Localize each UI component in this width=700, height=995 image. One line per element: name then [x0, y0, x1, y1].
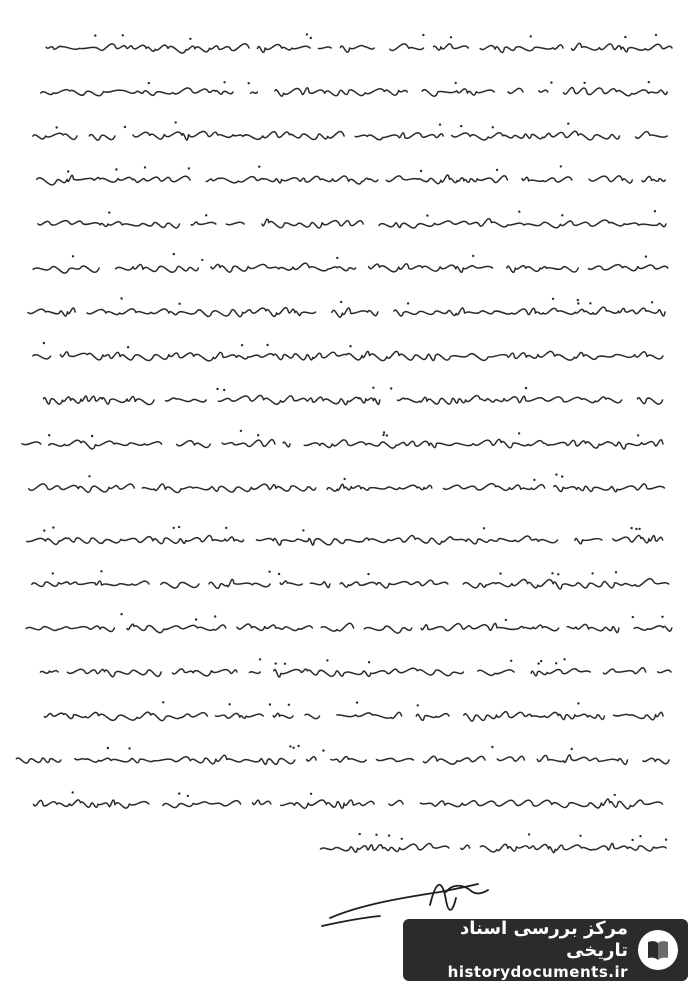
handwritten-line [44, 712, 663, 721]
diacritic-dot [52, 526, 54, 528]
diacritic-dot [306, 33, 308, 35]
diacritic-dot [583, 82, 585, 84]
diacritic-dot [555, 662, 557, 664]
diacritic-dot [269, 703, 271, 705]
diacritic-dot [390, 387, 392, 389]
diacritic-dot [52, 572, 54, 574]
diacritic-dot [259, 658, 261, 660]
diacritic-dot [571, 748, 573, 750]
diacritic-dot [579, 835, 581, 837]
diacritic-dot [124, 126, 126, 128]
diacritic-dot [525, 387, 527, 389]
diacritic-dot [491, 746, 493, 748]
diacritic-dot [258, 166, 260, 168]
handwritten-line [33, 351, 663, 361]
diacritic-dot [496, 169, 498, 171]
diacritic-dot [551, 572, 553, 574]
diacritic-dot [426, 214, 428, 216]
diacritic-dot [533, 479, 535, 481]
diacritic-dot [173, 527, 175, 529]
diacritic-dot [420, 170, 422, 172]
diacritic-dot [472, 255, 474, 257]
diacritic-dot [439, 123, 441, 125]
diacritic-dot [401, 838, 403, 840]
diacritic-dot [518, 211, 520, 213]
diacritic-dot [257, 434, 259, 436]
diacritic-dot [195, 618, 197, 620]
handwritten-line [27, 535, 663, 545]
handwritten-line [26, 88, 667, 97]
diacritic-dot [386, 434, 388, 436]
handwritten-line [44, 395, 663, 404]
diacritic-dot [326, 659, 328, 661]
diacritic-dot [624, 36, 626, 38]
diacritic-dot [552, 298, 554, 300]
diacritic-dot [635, 528, 637, 530]
diacritic-dot [530, 35, 532, 37]
diacritic-dot [278, 573, 280, 575]
diacritic-dot [577, 702, 579, 704]
diacritic-dot [343, 478, 345, 480]
diacritic-dot [645, 255, 647, 257]
diacritic-dot [455, 82, 457, 84]
diacritic-dot [505, 619, 507, 621]
diacritic-dot [577, 299, 579, 301]
diacritic-dot [383, 431, 385, 433]
diacritic-dot [407, 302, 409, 304]
diacritic-dot [72, 791, 74, 793]
diacritic-dot [178, 526, 180, 528]
diacritic-dot [127, 346, 129, 348]
diacritic-dot [43, 342, 45, 344]
watermark-name: مرکز بررسی اسناد تاریخی [460, 918, 628, 961]
diacritic-dot [173, 253, 175, 255]
diacritic-dot [56, 126, 58, 128]
diacritic-dot [248, 82, 250, 84]
diacritic-dot [289, 745, 291, 747]
diacritic-dot [72, 255, 74, 257]
diacritic-dot [229, 703, 231, 705]
handwritten-line [46, 43, 672, 53]
book-emblem-icon [636, 928, 680, 972]
handwritten-line [38, 219, 666, 228]
diacritic-dot [417, 704, 419, 706]
diacritic-dot [655, 34, 657, 36]
handwritten-line [40, 668, 671, 677]
diacritic-dot [297, 745, 299, 747]
diacritic-dot [91, 435, 93, 437]
diacritic-dot [336, 257, 338, 259]
diacritic-dot [216, 388, 218, 390]
diacritic-dot [122, 34, 124, 36]
diacritic-dot [359, 833, 361, 835]
diacritic-dot [107, 747, 109, 749]
diacritic-dot [340, 301, 342, 303]
diacritic-dot [632, 616, 634, 618]
diacritic-dot [560, 165, 562, 167]
diacritic-dot [567, 123, 569, 125]
diacritic-dot [162, 701, 164, 703]
diacritic-dot [375, 834, 377, 836]
diacritic-dot [557, 573, 559, 575]
diacritic-dot [284, 663, 286, 665]
diacritic-dot [591, 572, 593, 574]
diacritic-dot [120, 613, 122, 615]
handwritten-line [16, 755, 669, 765]
diacritic-dot [205, 214, 207, 216]
diacritic-dot [108, 211, 110, 213]
diacritic-dot [187, 795, 189, 797]
diacritic-dot [223, 389, 225, 391]
handwritten-line [17, 263, 668, 273]
diacritic-dot [638, 528, 640, 530]
handwritten-line [28, 307, 665, 317]
diacritic-dot [661, 616, 663, 618]
handwritten-line [32, 579, 669, 589]
diacritic-dot [422, 34, 424, 36]
watermark-url: historydocuments.ir [447, 963, 628, 981]
diacritic-dot [382, 434, 384, 436]
diacritic-dot [654, 210, 656, 212]
diacritic-dot [189, 38, 191, 40]
diacritic-dot [639, 835, 641, 837]
diacritic-dot [630, 527, 632, 529]
handwritten-line [34, 799, 663, 809]
handwritten-line [26, 623, 672, 633]
diacritic-dot [240, 430, 242, 432]
diacritic-dot [310, 37, 312, 39]
diacritic-dot [499, 572, 501, 574]
diacritic-dot [372, 387, 374, 389]
handwritten-line [29, 484, 665, 493]
diacritic-dot [266, 344, 268, 346]
diacritic-dot [648, 81, 650, 83]
diacritic-dot [589, 302, 591, 304]
watermark-text [413, 918, 628, 982]
watermark-banner [403, 919, 688, 981]
diacritic-dot [100, 570, 102, 572]
diacritic-dot [561, 475, 563, 477]
diacritic-dot [528, 833, 530, 835]
diacritic-dot [614, 794, 616, 796]
diacritic-dot [561, 214, 563, 216]
diacritic-dot [450, 36, 452, 38]
diacritic-dot [349, 345, 351, 347]
diacritic-dot [492, 126, 494, 128]
diacritic-dot [631, 839, 633, 841]
diacritic-dot [175, 121, 177, 123]
diacritic-dot [540, 660, 542, 662]
diacritic-dot [555, 473, 557, 475]
diacritic-dot [88, 475, 90, 477]
diacritic-dot [94, 34, 96, 36]
diacritic-dot [563, 658, 565, 660]
diacritic-dot [537, 662, 539, 664]
diacritic-dot [188, 167, 190, 169]
diacritic-dot [310, 793, 312, 795]
diacritic-dot [460, 125, 462, 127]
diacritic-dot [275, 662, 277, 664]
diacritic-dot [518, 432, 520, 434]
diacritic-dot [223, 81, 225, 83]
diacritic-dot [292, 747, 294, 749]
handwritten-line [37, 175, 666, 185]
diacritic-dot [388, 834, 390, 836]
diacritic-dot [43, 529, 45, 531]
diacritic-dot [201, 259, 203, 261]
diacritic-dot [302, 529, 304, 531]
diacritic-dot [288, 704, 290, 706]
diacritic-dot [577, 302, 579, 304]
diacritic-dot [115, 168, 117, 170]
diacritic-dot [241, 344, 243, 346]
diacritic-dot [637, 434, 639, 436]
diacritic-dot [550, 81, 552, 83]
diacritic-dot [128, 747, 130, 749]
diacritic-dot [322, 749, 324, 751]
handwritten-line [22, 439, 663, 449]
diacritic-dot [356, 701, 358, 703]
diacritic-dot [120, 297, 122, 299]
diacritic-dot [367, 573, 369, 575]
diacritic-dot [268, 571, 270, 573]
diacritic-dot [510, 660, 512, 662]
diacritic-dot [483, 527, 485, 529]
diacritic-dot [48, 434, 50, 436]
diacritic-dot [67, 170, 69, 172]
diacritic-dot [178, 792, 180, 794]
diacritic-dot [214, 615, 216, 617]
diacritic-dot [615, 571, 617, 573]
diacritic-dot [144, 166, 146, 168]
handwritten-line [321, 843, 667, 852]
diacritic-dot [225, 527, 227, 529]
diacritic-dot [178, 303, 180, 305]
diacritic-dot [651, 301, 653, 303]
diacritic-dot [665, 839, 667, 841]
diacritic-dot [148, 82, 150, 84]
diacritic-dot [368, 661, 370, 663]
handwritten-line [33, 131, 668, 140]
